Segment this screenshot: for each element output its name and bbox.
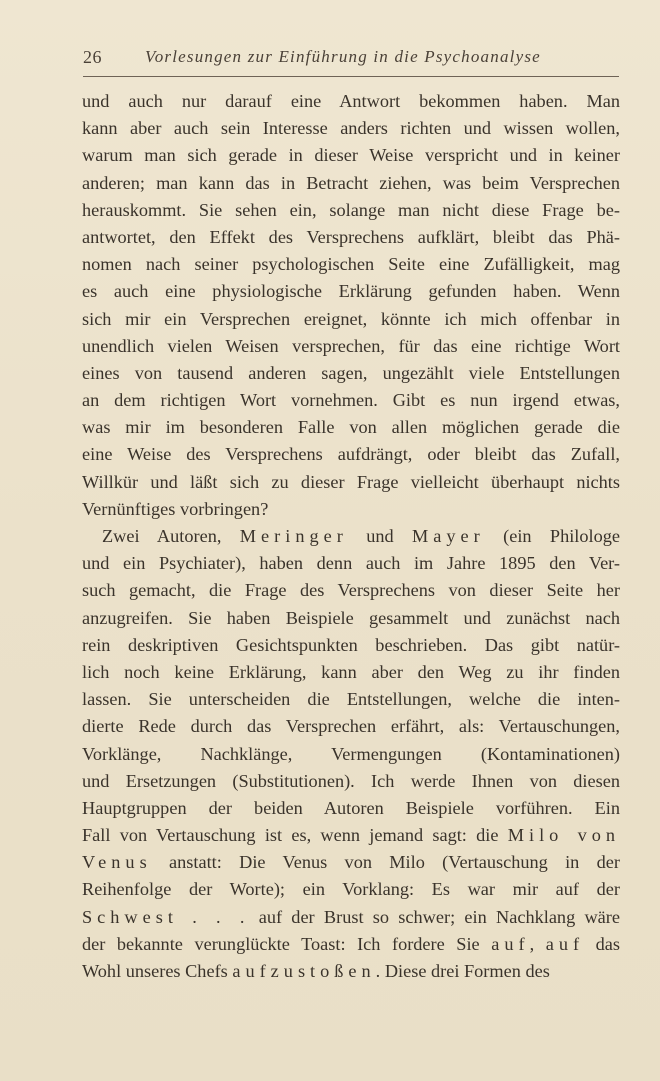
text-line	[82, 849, 620, 876]
text-line: eines von tausend anderen sagen, ungezählt viele Entstellungen	[82, 362, 620, 383]
spaced-emphasis: Meringer	[239, 526, 348, 546]
body-text	[82, 88, 620, 985]
text-line: Vorklänge, Nachklänge, Vermengungen (Kontaminationen)	[82, 743, 620, 764]
text-line: unendlich vielen Weisen versprechen, für das eine richtige Wort	[82, 335, 620, 356]
spaced-emphasis: auf	[545, 933, 585, 954]
text-line: eine Weise des Versprechens aufdrängt, oder bleibt das Zufall,	[82, 444, 620, 465]
text-line	[82, 904, 620, 931]
text-line: antwortet, den Effekt des Versprechens aufklärt, bleibt das Phä-	[82, 226, 620, 247]
text-line: und Ersetzungen (Substitutionen). Ich werde Ihnen von diesen	[82, 770, 620, 791]
text-segment: auf der Brust so schwer; ein Nachklang wäre	[249, 906, 620, 927]
text-line: was mir im besonderen Falle von allen möglichen gerade die	[82, 417, 620, 438]
text-line: Vernünftiges vorbringen?	[82, 498, 269, 519]
text-line: Willkür und läßt sich zu dieser Frage vielleicht überhaupt nichts	[82, 471, 620, 492]
text-segment: das	[584, 933, 620, 954]
spaced-emphasis: Schwest . . .	[82, 906, 250, 927]
text-line	[82, 822, 620, 849]
text-segment: Fall von Vertauschung ist es, wenn jemand sagt: die	[82, 825, 508, 846]
text-line: herauskommt. Sie sehen ein, solange man nicht diese Frage be-	[82, 199, 620, 220]
text-line: und ein Psychiater), haben denn auch im Jahre 1895 den Ver-	[82, 553, 620, 574]
text-line: kann aber auch sein Interesse anders richten und wissen wollen,	[82, 118, 620, 139]
text-line: warum man sich gerade in dieser Weise verspricht und in keiner	[82, 145, 620, 166]
text-segment: und	[347, 526, 413, 546]
text-line: anzugreifen. Sie haben Beispiele gesammelt und zunächst nach	[82, 607, 620, 628]
page-number: 26	[83, 47, 102, 67]
text-line: es auch eine physiologische Erklärung gefunden haben. Wenn	[82, 281, 620, 302]
spaced-emphasis: Mayer	[412, 526, 485, 546]
spaced-emphasis: Milo von	[507, 825, 620, 846]
text-line: such gemacht, die Frage des Versprechens von dieser Seite her	[82, 580, 620, 601]
text-line: sich mir ein Versprechen ereignet, könnte ich mich offenbar in	[82, 308, 620, 329]
text-line: dierte Rede durch das Versprechen erfährt, als: Vertauschungen,	[82, 716, 620, 737]
text-line	[82, 931, 620, 958]
text-line: Hauptgruppen der beiden Autoren Beispiele vorführen. Ein	[82, 797, 620, 818]
text-line	[82, 958, 620, 985]
text-line: und auch nur darauf eine Antwort bekommen haben. Man	[82, 91, 620, 111]
text-line: lich noch keine Erklärung, kann aber den Weg zu ihr finden	[82, 661, 620, 682]
text-line: an dem richtigen Wort vornehmen. Gibt es nun irgend etwas,	[82, 390, 620, 411]
text-line: nomen nach seiner psychologischen Seite eine Zufälligkeit, mag	[82, 254, 620, 275]
text-segment: der bekannte verunglückte Toast: Ich fordere Sie	[82, 933, 492, 954]
spaced-emphasis: Venus	[82, 852, 152, 873]
text-segment: Wohl unseres Chefs	[82, 961, 233, 981]
spaced-emphasis: auf	[491, 933, 530, 954]
text-segment: ,	[529, 933, 546, 954]
text-line: rein deskriptiven Gesichtspunkten beschrieben. Das gibt natür-	[82, 634, 620, 655]
text-line	[82, 523, 620, 550]
text-segment: anstatt: Die Venus von Milo (Vertauschung in der	[151, 852, 620, 873]
text-line: lassen. Sie unterscheiden die Entstellungen, welche die inten-	[82, 689, 620, 710]
spaced-emphasis: aufzustoßen	[232, 961, 376, 981]
text-line: Reihenfolge der Worte); ein Vorklang: Es war mir auf der	[82, 879, 620, 900]
text-segment: (ein Philologe	[484, 526, 620, 546]
running-head	[83, 47, 619, 69]
header-rule	[83, 76, 619, 77]
text-line: anderen; man kann das in Betracht ziehen, was beim Versprechen	[82, 172, 620, 193]
text-segment: . Diese drei Formen des	[375, 961, 550, 981]
running-head-title: Vorlesungen zur Einführung in die Psychoanalyse	[145, 47, 541, 66]
text-segment: Zwei Autoren,	[102, 526, 240, 546]
